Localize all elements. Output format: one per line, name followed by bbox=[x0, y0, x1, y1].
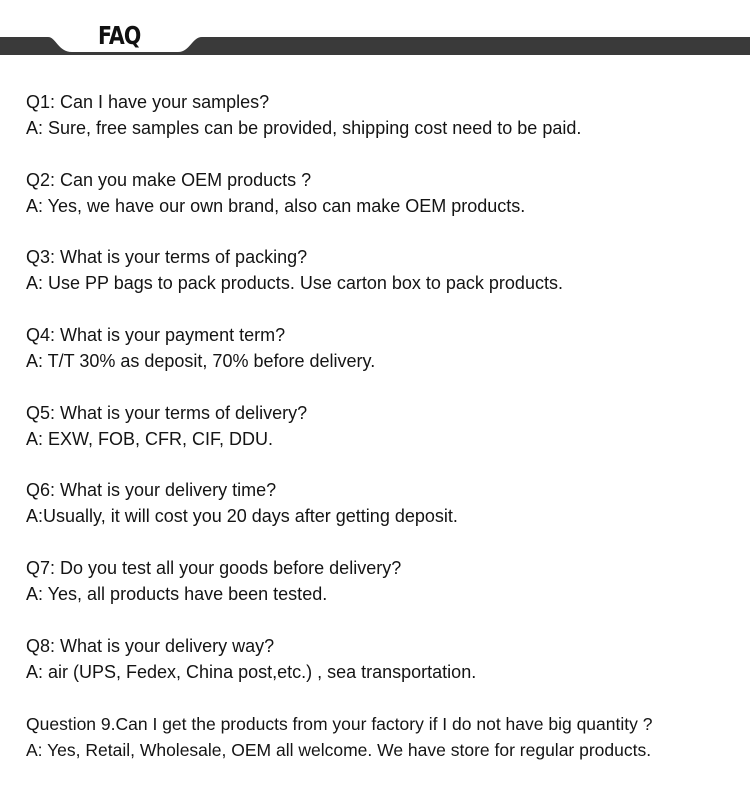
faq-question: Q8: What is your delivery way? bbox=[26, 635, 275, 656]
page-title: FAQ bbox=[98, 21, 141, 50]
faq-question: Question 9.Can I get the products from your factory if I do not have big quantity ? bbox=[26, 713, 653, 734]
faq-answer: A:Usually, it will cost you 20 days after getting deposit. bbox=[26, 506, 458, 527]
faq-item-5 bbox=[26, 400, 741, 478]
faq-item-9 bbox=[26, 711, 741, 789]
faq-question: Q3: What is your terms of packing? bbox=[26, 247, 308, 268]
faq-answer: A: air (UPS, Fedex, China post,etc.) , sea transportation. bbox=[26, 661, 477, 682]
faq-item-2 bbox=[26, 167, 741, 245]
faq-answer: A: EXW, FOB, CFR, CIF, DDU. bbox=[26, 428, 274, 449]
faq-answer: A: Yes, all products have been tested. bbox=[26, 584, 328, 605]
faq-question: Q4: What is your payment term? bbox=[26, 325, 286, 346]
faq-answer: A: T/T 30% as deposit, 70% before delivery. bbox=[26, 351, 376, 372]
faq-list bbox=[26, 89, 741, 788]
faq-item-8 bbox=[26, 633, 741, 711]
faq-answer: A: Yes, Retail, Wholesale, OEM all welcome. We have store for regular products. bbox=[26, 739, 652, 760]
faq-question: Q7: Do you test all your goods before delivery? bbox=[26, 558, 402, 579]
faq-header-banner bbox=[0, 0, 750, 70]
faq-question: Q6: What is your delivery time? bbox=[26, 480, 277, 501]
faq-item-1 bbox=[26, 89, 741, 167]
faq-item-7 bbox=[26, 555, 741, 633]
faq-question: Q1: Can I have your samples? bbox=[26, 92, 270, 112]
faq-answer: A: Use PP bags to pack products. Use carton box to pack products. bbox=[26, 273, 563, 294]
faq-item-6 bbox=[26, 477, 741, 555]
faq-question: Q5: What is your terms of delivery? bbox=[26, 402, 308, 423]
faq-item-4 bbox=[26, 322, 741, 400]
faq-answer: A: Yes, we have our own brand, also can make OEM products. bbox=[26, 195, 526, 216]
faq-answer: A: Sure, free samples can be provided, shipping cost need to be paid. bbox=[26, 118, 582, 138]
faq-question: Q2: Can you make OEM products ? bbox=[26, 169, 312, 190]
faq-item-3 bbox=[26, 244, 741, 322]
